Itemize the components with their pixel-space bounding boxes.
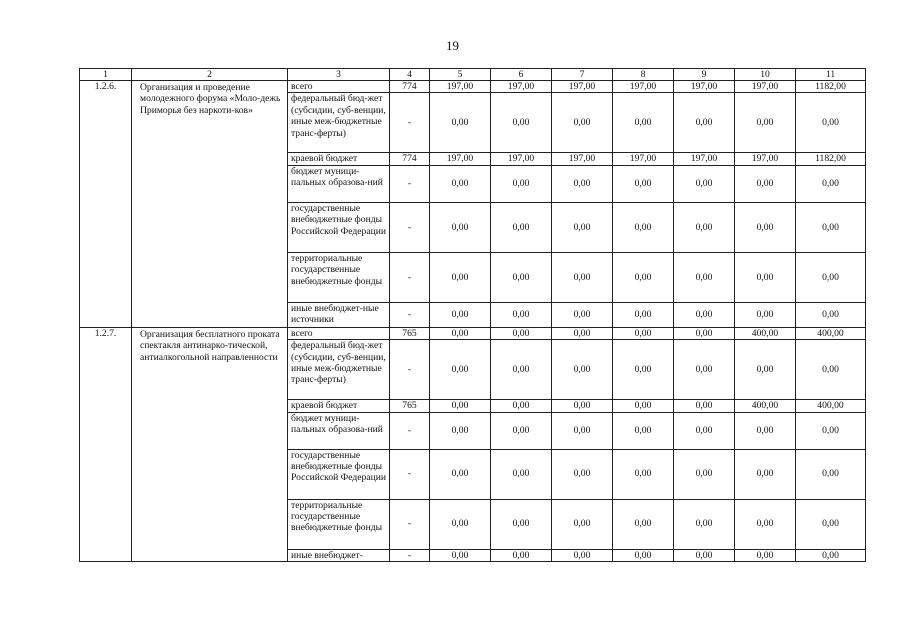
value-cell: 0,00 — [796, 302, 866, 327]
funding-source: краевой бюджет — [288, 400, 390, 412]
item-name: Организация бесплатного проката спектакля антинарко-тической, антиалкогольной направленности — [132, 327, 288, 561]
value-cell: 0,00 — [674, 302, 735, 327]
table-row — [80, 81, 866, 93]
value-cell: 197,00 — [735, 81, 796, 93]
budget-code: 765 — [390, 327, 430, 339]
header-row — [80, 69, 866, 81]
value-cell: 0,00 — [613, 340, 674, 400]
value-cell: 0,00 — [552, 499, 613, 549]
value-cell: 0,00 — [430, 549, 491, 561]
value-cell: 0,00 — [491, 327, 552, 339]
value-cell: 197,00 — [491, 153, 552, 165]
value-cell: 0,00 — [430, 499, 491, 549]
value-cell: 400,00 — [796, 400, 866, 412]
value-cell: 0,00 — [552, 400, 613, 412]
value-cell: 0,00 — [552, 340, 613, 400]
value-cell: 0,00 — [430, 412, 491, 449]
value-cell: 197,00 — [491, 81, 552, 93]
item-code: 1.2.7. — [80, 327, 132, 561]
value-cell: 0,00 — [796, 252, 866, 302]
value-cell: 197,00 — [674, 153, 735, 165]
value-cell: 0,00 — [430, 93, 491, 153]
header-cell: 5 — [430, 69, 491, 81]
value-cell: 0,00 — [796, 412, 866, 449]
budget-table — [79, 68, 866, 562]
value-cell: 0,00 — [491, 340, 552, 400]
value-cell: 1182,00 — [796, 81, 866, 93]
header-cell: 1 — [80, 69, 132, 81]
value-cell: 0,00 — [430, 449, 491, 499]
value-cell: 0,00 — [552, 165, 613, 202]
value-cell: 0,00 — [674, 165, 735, 202]
funding-source: государственные внебюджетные фонды Российской Федерации — [288, 202, 390, 252]
value-cell: 0,00 — [735, 340, 796, 400]
funding-source: федеральный бюд-жет (субсидии, суб-венции, иные меж-бюджетные транс-ферты) — [288, 340, 390, 400]
value-cell: 0,00 — [491, 93, 552, 153]
value-cell: 0,00 — [430, 302, 491, 327]
value-cell: 0,00 — [674, 93, 735, 153]
value-cell: 0,00 — [491, 302, 552, 327]
value-cell: 0,00 — [674, 499, 735, 549]
value-cell: 0,00 — [552, 202, 613, 252]
funding-source: всего — [288, 81, 390, 93]
value-cell: 0,00 — [613, 400, 674, 412]
budget-code: - — [390, 252, 430, 302]
value-cell: 0,00 — [491, 202, 552, 252]
value-cell: 0,00 — [613, 202, 674, 252]
value-cell: 0,00 — [613, 93, 674, 153]
value-cell: 0,00 — [796, 499, 866, 549]
funding-source: иные внебюджет- — [288, 549, 390, 561]
value-cell: 197,00 — [552, 81, 613, 93]
value-cell: 0,00 — [735, 165, 796, 202]
value-cell: 0,00 — [491, 499, 552, 549]
value-cell: 197,00 — [613, 153, 674, 165]
budget-code: - — [390, 165, 430, 202]
funding-source: федеральный бюд-жет (субсидии, суб-венции, иные меж-бюджетные транс-ферты) — [288, 93, 390, 153]
value-cell: 0,00 — [735, 202, 796, 252]
item-name: Организация и проведение молодежного форума «Моло-дежь Приморья без наркоти-ков» — [132, 81, 288, 328]
value-cell: 0,00 — [552, 327, 613, 339]
funding-source: иные внебюджет-ные источники — [288, 302, 390, 327]
header-cell: 3 — [288, 69, 390, 81]
value-cell: 0,00 — [674, 549, 735, 561]
value-cell: 0,00 — [552, 412, 613, 449]
budget-code: 774 — [390, 153, 430, 165]
value-cell: 400,00 — [735, 327, 796, 339]
value-cell: 0,00 — [430, 202, 491, 252]
value-cell: 0,00 — [735, 93, 796, 153]
budget-code: 774 — [390, 81, 430, 93]
page-number: 19 — [446, 38, 459, 53]
funding-source: территориальные государственные внебюджетные фонды — [288, 252, 390, 302]
value-cell: 0,00 — [796, 449, 866, 499]
header-cell: 10 — [735, 69, 796, 81]
value-cell: 0,00 — [491, 549, 552, 561]
value-cell: 0,00 — [613, 412, 674, 449]
value-cell: 0,00 — [796, 340, 866, 400]
value-cell: 1182,00 — [796, 153, 866, 165]
table-row — [80, 327, 866, 339]
value-cell: 0,00 — [552, 252, 613, 302]
value-cell: 400,00 — [735, 400, 796, 412]
value-cell: 0,00 — [674, 252, 735, 302]
header-cell: 11 — [796, 69, 866, 81]
value-cell: 0,00 — [735, 252, 796, 302]
value-cell: 0,00 — [552, 302, 613, 327]
funding-source: государственные внебюджетные фонды Российской Федерации — [288, 449, 390, 499]
budget-code: - — [390, 340, 430, 400]
header-cell: 2 — [132, 69, 288, 81]
header-cell: 6 — [491, 69, 552, 81]
value-cell: 0,00 — [796, 93, 866, 153]
value-cell: 0,00 — [491, 412, 552, 449]
budget-code: - — [390, 202, 430, 252]
funding-source: всего — [288, 327, 390, 339]
value-cell: 0,00 — [735, 412, 796, 449]
value-cell: 0,00 — [796, 549, 866, 561]
value-cell: 197,00 — [552, 153, 613, 165]
value-cell: 400,00 — [796, 327, 866, 339]
value-cell: 0,00 — [430, 165, 491, 202]
value-cell: 0,00 — [491, 400, 552, 412]
header-cell: 8 — [613, 69, 674, 81]
value-cell: 0,00 — [674, 412, 735, 449]
header-cell: 9 — [674, 69, 735, 81]
budget-code: - — [390, 449, 430, 499]
budget-code: - — [390, 302, 430, 327]
budget-code: - — [390, 412, 430, 449]
value-cell: 0,00 — [430, 252, 491, 302]
value-cell: 0,00 — [613, 499, 674, 549]
value-cell: 0,00 — [613, 327, 674, 339]
budget-code: - — [390, 549, 430, 561]
value-cell: 0,00 — [796, 202, 866, 252]
funding-source: бюджет муници-пальных образова-ний — [288, 412, 390, 449]
funding-source: бюджет муници-пальных образова-ний — [288, 165, 390, 202]
value-cell: 0,00 — [430, 327, 491, 339]
value-cell: 0,00 — [491, 252, 552, 302]
header-cell: 4 — [390, 69, 430, 81]
value-cell: 0,00 — [613, 302, 674, 327]
value-cell: 0,00 — [735, 302, 796, 327]
value-cell: 0,00 — [735, 499, 796, 549]
value-cell: 197,00 — [430, 81, 491, 93]
value-cell: 0,00 — [613, 165, 674, 202]
value-cell: 0,00 — [613, 549, 674, 561]
value-cell: 0,00 — [674, 340, 735, 400]
budget-code: 765 — [390, 400, 430, 412]
value-cell: 197,00 — [613, 81, 674, 93]
budget-code: - — [390, 499, 430, 549]
budget-code: - — [390, 93, 430, 153]
value-cell: 0,00 — [674, 327, 735, 339]
value-cell: 0,00 — [491, 165, 552, 202]
value-cell: 0,00 — [613, 252, 674, 302]
value-cell: 0,00 — [674, 202, 735, 252]
value-cell: 0,00 — [613, 449, 674, 499]
value-cell: 0,00 — [735, 449, 796, 499]
value-cell: 0,00 — [552, 93, 613, 153]
value-cell: 0,00 — [674, 449, 735, 499]
header-cell: 7 — [552, 69, 613, 81]
value-cell: 0,00 — [552, 549, 613, 561]
value-cell: 0,00 — [552, 449, 613, 499]
value-cell: 0,00 — [796, 165, 866, 202]
item-code: 1.2.6. — [80, 81, 132, 328]
value-cell: 0,00 — [735, 549, 796, 561]
value-cell: 0,00 — [491, 449, 552, 499]
funding-source: территориальные государственные внебюджетные фонды — [288, 499, 390, 549]
value-cell: 0,00 — [430, 340, 491, 400]
value-cell: 0,00 — [674, 400, 735, 412]
value-cell: 197,00 — [430, 153, 491, 165]
value-cell: 197,00 — [674, 81, 735, 93]
funding-source: краевой бюджет — [288, 153, 390, 165]
value-cell: 0,00 — [430, 400, 491, 412]
value-cell: 197,00 — [735, 153, 796, 165]
